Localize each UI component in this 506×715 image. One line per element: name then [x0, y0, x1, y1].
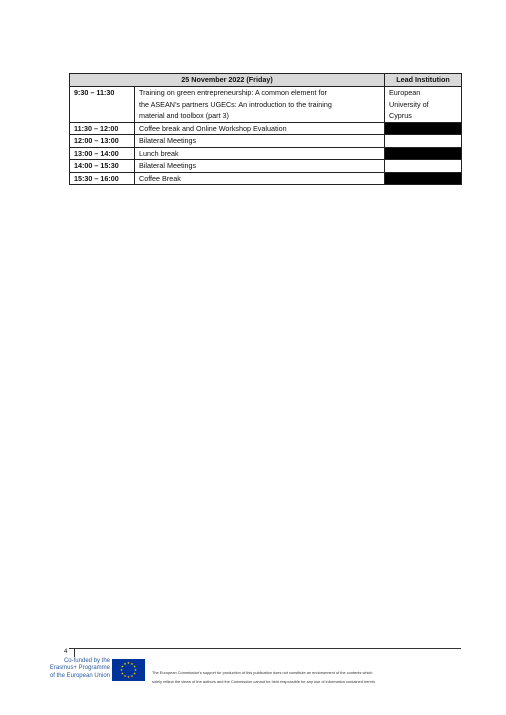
lead-institution-cell [385, 122, 462, 135]
disclaimer-line: The European Commission's support for production of this publication does not constitute an endorsement of the contents which [152, 670, 373, 675]
disclaimer-line: solely reflect the views of the authors and the Commission cannot be held responsible for any use of information contained herein. [152, 678, 376, 684]
lead-institution-cell [385, 135, 462, 148]
lead-line: University of [389, 99, 429, 109]
page-number-divider [74, 648, 75, 657]
lead-institution-cell [385, 160, 462, 173]
schedule-date-header: 25 November 2022 (Friday) [70, 74, 385, 87]
table-row [70, 135, 462, 148]
activity-line: the ASEAN’s partners UGECs: An introduction to the training [139, 99, 332, 109]
schedule-header-row [70, 74, 462, 87]
time-cell: 15:30 – 16:00 [70, 172, 135, 185]
table-row [70, 172, 462, 185]
activity-cell: Coffee Break [135, 172, 385, 185]
table-row [70, 122, 462, 135]
time-cell: 14:00 – 15:30 [70, 160, 135, 173]
lead-line: European [389, 88, 421, 97]
time-cell: 9:30 – 11:30 [70, 87, 135, 123]
table-row [70, 160, 462, 173]
schedule-table [69, 73, 462, 185]
cofunded-label [40, 658, 110, 680]
disclaimer [152, 669, 472, 686]
activity-line: Training on green entrepreneurship: A common element for [139, 88, 327, 97]
time-cell: 11:30 – 12:00 [70, 122, 135, 135]
lead-line: Cyprus [389, 111, 412, 120]
activity-cell [135, 87, 385, 123]
cofunded-line: Co-funded by the [63, 658, 110, 664]
cofunded-line: Erasmus+ Programme [49, 665, 110, 672]
activity-line: material and toolbox (part 3) [139, 111, 229, 120]
lead-institution-cell [385, 87, 462, 123]
lead-institution-cell [385, 172, 462, 185]
time-cell: 13:00 – 14:00 [70, 147, 135, 160]
lead-institution-header: Lead Institution [385, 74, 462, 87]
table-row [70, 87, 462, 123]
eu-flag-icon [112, 659, 145, 681]
page-number: 4 [64, 649, 68, 655]
cofunded-line: of the European Union [49, 672, 110, 679]
table-row [70, 147, 462, 160]
footer-divider [69, 648, 461, 649]
activity-cell: Bilateral Meetings [135, 160, 385, 173]
time-cell: 12:00 – 13:00 [70, 135, 135, 148]
lead-institution-cell [385, 147, 462, 160]
activity-cell: Coffee break and Online Workshop Evaluation [135, 122, 385, 135]
activity-cell: Lunch break [135, 147, 385, 160]
activity-cell: Bilateral Meetings [135, 135, 385, 148]
